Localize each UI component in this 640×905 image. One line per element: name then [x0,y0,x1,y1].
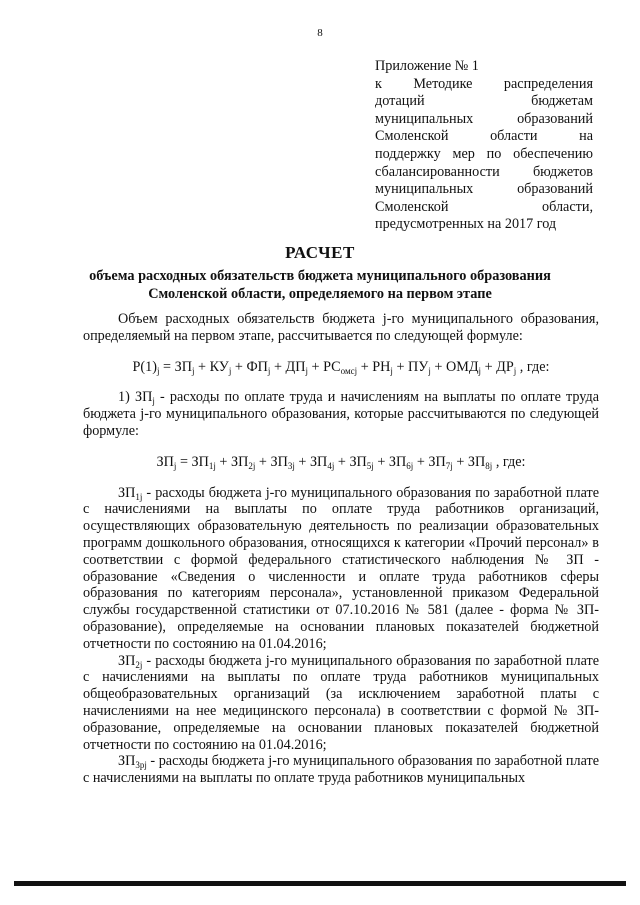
formula-total-term-sub: омсj [340,365,358,376]
appendix-line: муниципальных образований [375,181,593,198]
formula-total-lhs: Р(1) [132,358,157,375]
appendix-line: Приложение № 1 [375,58,479,74]
formula-salary-term-sub: 6j [406,460,414,471]
formula-salary-term-sub: 7j [445,460,453,471]
formula-salary-term-sub: 5j [366,460,374,471]
definition-zp2: $ЗП_{2j}$ - расходы бюджета j-го муниципального образования по заработной плате с начислениями на выплаты по оплате труда работников муниципальных общеобразовательных организаций (за исключением заработной платы с начислениями на нее медицинского персонала) в соответствии с формой № ЗП-образование, определяемые на основании плановых показателей бюджетной отчетности по состоянию на 01.04.2016; [83,652,599,753]
formula-total-term-sub: j [513,365,517,376]
intro-paragraph: Объем расходных обязательств бюджета j-го муниципального образования, определяемый на первом этапе, рассчитывается по следующей формуле: [83,311,599,344]
appendix-line: Смоленской области, [375,198,593,215]
formula-total-term: ДР [496,358,514,375]
appendix-line: Смоленской области на [375,128,593,145]
formula-salary-term-sub: 2j [248,460,256,471]
appendix-line: к Методике распределения [375,75,593,92]
formula-total-term-sub: j [428,365,431,376]
formula-total-term-sub: j [228,365,232,376]
formula-salary-term: ЗП [309,453,328,470]
formula-salary-term-sub: 3j [287,460,295,471]
document-title: РАСЧЕТ [285,243,355,262]
formula-total-term: КУ [209,358,229,375]
formula-total-term: РН [372,358,391,375]
formula-salary-term: ЗП [270,453,288,470]
formula-total-term-sub: j [267,365,271,376]
formula-salary-term: ЗП [349,453,367,470]
formula-total-term-sub: j [305,365,308,376]
formula-total-term: ДП [285,358,306,375]
formula-total-term: РС [323,358,341,375]
document-subtitle-line1: объема расходных обязательств бюджета муниципального образования [89,268,551,284]
document-body [83,311,599,787]
formula-salary-term-sub: 1j [208,460,216,471]
formula-salary-term: ЗП [467,453,486,470]
appendix-line: предусмотренных на 2017 год [375,216,557,233]
formula-salary-lhs: ЗП [156,453,174,470]
definition-zp1: $ЗП_{1j}$ - расходы бюджета j-го муниципального образования по заработной плате с начислениями на выплаты по оплате труда работников организаций, осуществляющих образовательную деятельность по реализации образовательных программ дошкольного образования, относящихся к категории «Прочий персонал» в соответствии с формой федерального статистического наблюдения № ЗП - образование «Сведения о численности и оплате труда работников сферы образования по категориям персонала», установленной приказом Федеральной службы государственной статистики от 07.10.2016 № 581 (далее - форма № ЗП-образование), определяемые на основании плановых показателей бюджетной отчетности по состоянию на 01.04.2016; [83,484,599,652]
formula-total-tail: , где: [516,358,550,375]
formula-salary-term-sub: 4j [327,460,335,471]
bottom-rule [14,881,626,886]
formula-salary-tail: , где: [492,453,526,470]
formula-total-term: ПУ [408,358,429,375]
page-number: 8 [317,27,323,39]
appendix-line: сбалансированности бюджетов [375,163,593,180]
formula-total-term: ЗП [174,358,192,375]
formula-salary-term: ЗП [388,453,407,470]
formula-total-term-sub: j [390,365,393,376]
formula-salary-term: ЗП [230,453,249,470]
appendix-header [375,58,593,234]
appendix-line: поддержку мер по обеспечению [375,145,593,162]
formula-salary-term: ЗП [428,453,446,470]
formula-total-term: ОМД [445,358,479,375]
appendix-line: муниципальных образований [375,110,593,127]
document-title-block [0,243,640,303]
formula-total: $Р(1)_j = ЗП_j + КУ_j + ФП_j + ДП_j + РС_{омсj} + РН_j + ПУ_j + ОМД_j + ДР_j$ , где: [132,358,550,376]
formula-total-term-sub: j [478,365,482,376]
definition-zp3: $ЗП_{3рj}$ - расходы бюджета j-го муниципального образования по заработной плате с начислениями на выплаты по оплате труда работников муниципальных [83,753,599,787]
formula-total-term-sub: j [191,365,195,376]
formula-salary-term: ЗП [191,453,209,470]
appendix-line: дотаций бюджетам [375,93,593,110]
formula-salary: $ЗП_j = ЗП_{1j} + ЗП_{2j} + ЗП_{3j} + ЗП_{4j} + ЗП_{5j} + ЗП_{6j} + ЗП_{7j} + ЗП_{8j}$ , где: [156,453,526,471]
formula-salary-lhs-sub: j [173,460,177,471]
document-subtitle-line2: Смоленской области, определяемого на первом этапе [148,286,492,302]
item1-paragraph: 1) $ЗП_j$ - расходы по оплате труда и начислениям на выплаты по оплате труда бюджета j-го муниципального образования, которые рассчитываются по следующей формуле: [83,389,600,439]
formula-total-lhs-sub: j [156,365,160,376]
formula-total-term: ФП [246,358,268,375]
formula-salary-term-sub: 8j [485,460,493,471]
